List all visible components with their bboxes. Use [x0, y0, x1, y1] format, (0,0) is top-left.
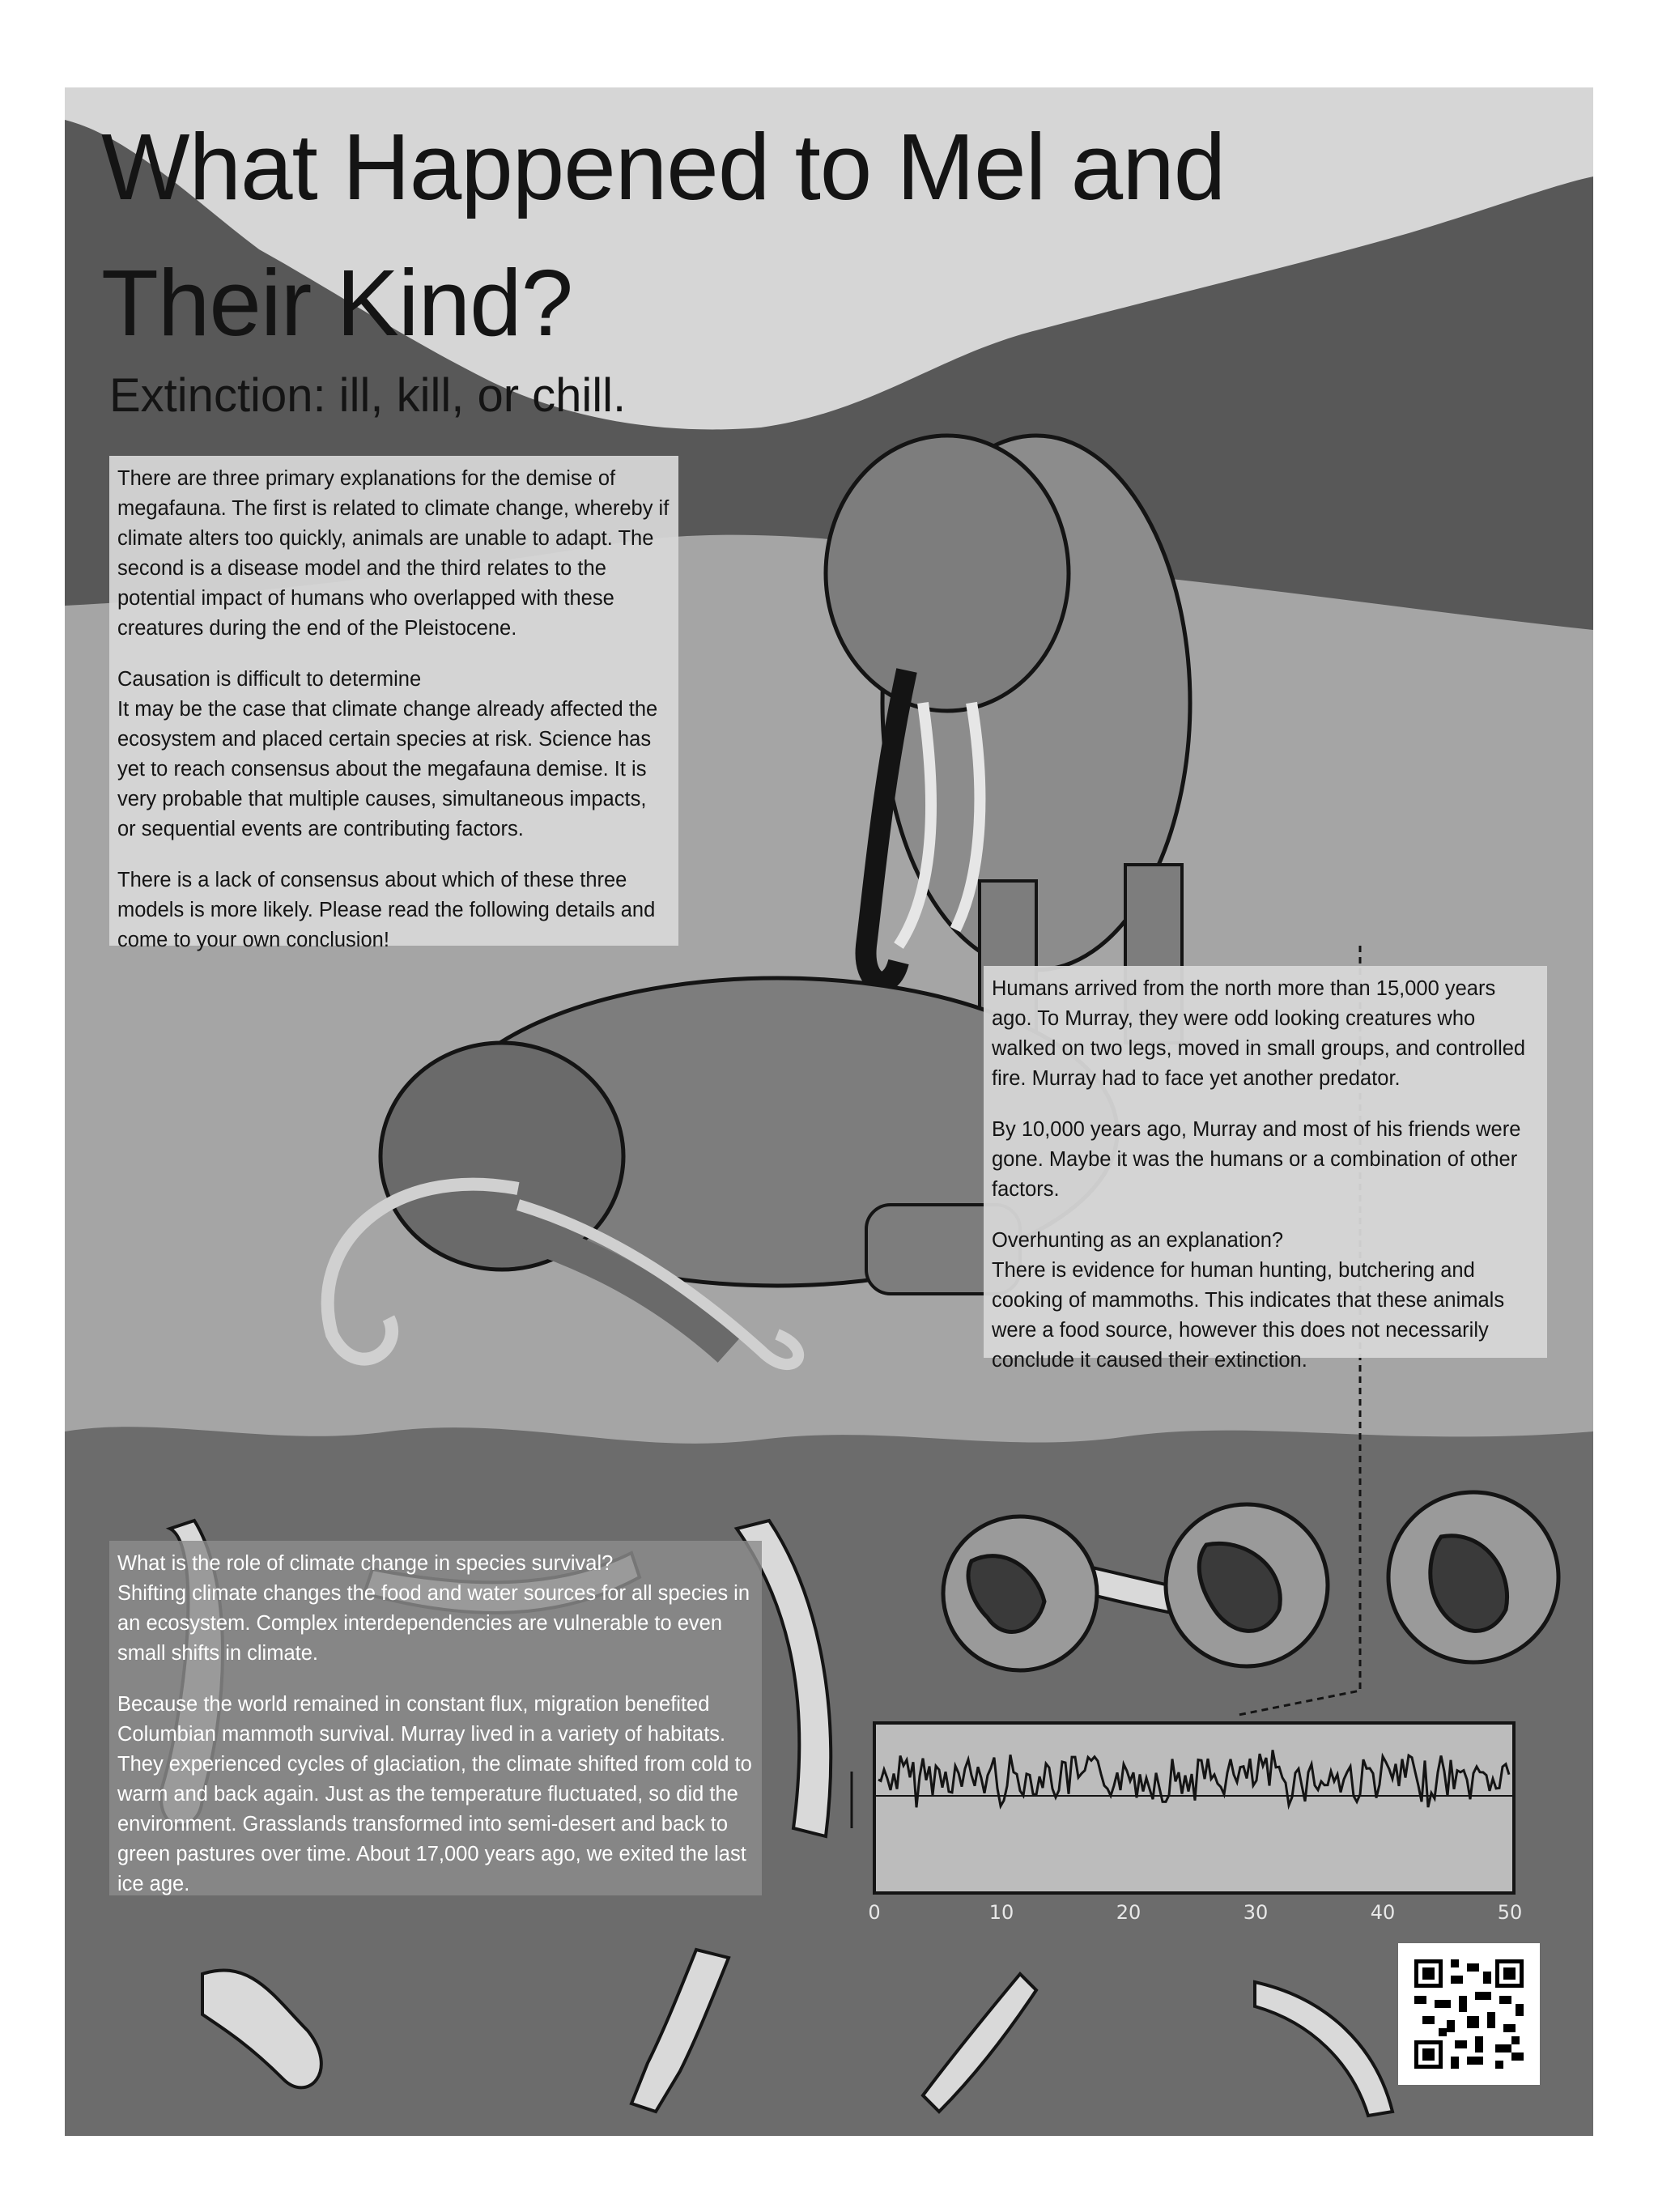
page-title-line-1: What Happened to Mel and: [101, 114, 1226, 219]
intro-paragraph-1: There are three primary explanations for the demise of megafauna. The first is related to climate change, whereby if climate alters too quickly, animals are unable to adapt. The second is a disease model and the third relates to the potential impact of humans who overlapped with these creatures during the end of the Pleistocene.: [117, 467, 670, 640]
humans-heading-3: Overhunting as an explanation?: [992, 1229, 1284, 1252]
intro-text-panel: [109, 456, 678, 951]
intro-heading-2: Causation is difficult to determine: [117, 668, 422, 691]
humans-text-panel: [984, 966, 1547, 1372]
graph-axis-label: 30: [1243, 1901, 1269, 1924]
page-title-line-2: Their Kind?: [101, 250, 573, 355]
humans-paragraph-1: Humans arrived from the north more than 15,000 years ago. To Murray, they were odd looking creatures who walked on two legs, moved in small groups, and controlled fire. Murray had to face yet another predator.: [992, 977, 1526, 1090]
climate-paragraph-2: Because the world remained in constant flux, migration benefited Columbian mammoth survival. Murray lived in a variety of habitats. They experienced cycles of glaciation, the climate shifted from cold to warm and back again. Just as the temperature fluctuated, so did the environment. Grasslands transformed into semi-desert and back to green pastures over time. About 17,000 years ago, we exited the last ice age.: [117, 1693, 752, 1895]
qr-code[interactable]: [1398, 1943, 1540, 2085]
page-subtitle: Extinction: ill, kill, or chill.: [109, 369, 627, 422]
climate-paragraph-1: Shifting climate changes the food and water sources for all species in an ecosystem. Complex interdependencies are vulnerable to even small shifts in climate.: [117, 1582, 750, 1665]
graph-axis-label: 10: [988, 1901, 1014, 1924]
temperature-graph: [852, 1723, 1522, 1924]
humans-paragraph-3: There is evidence for human hunting, butchering and cooking of mammoths. This indicates that these animals were a food source, however this does not necessarily conclude it caused their extinction.: [992, 1259, 1505, 1372]
graph-axis-label: 20: [1116, 1901, 1141, 1924]
graph-axis-label: 50: [1497, 1901, 1523, 1924]
humans-paragraph-2: By 10,000 years ago, Murray and most of his friends were gone. Maybe it was the humans or a combination of other factors.: [992, 1118, 1521, 1201]
climate-text-panel: [109, 1541, 762, 1895]
graph-axis-label: 0: [868, 1901, 881, 1924]
qr-code-pattern: [1414, 1959, 1524, 2069]
intro-paragraph-3: There is a lack of consensus about which of these three models is more likely. Please read the following details and come to your own conclusion!: [117, 869, 656, 951]
climate-heading-1: What is the role of climate change in species survival?: [117, 1552, 614, 1575]
intro-paragraph-2: It may be the case that climate change already affected the ecosystem and placed certain species at risk. Science has yet to reach consensus about the megafauna demise. It is very probable that multiple causes, simultaneous impacts, or sequential events are contributing factors.: [117, 698, 658, 840]
poster: [65, 87, 1593, 2136]
graph-axis-label: 40: [1370, 1901, 1396, 1924]
